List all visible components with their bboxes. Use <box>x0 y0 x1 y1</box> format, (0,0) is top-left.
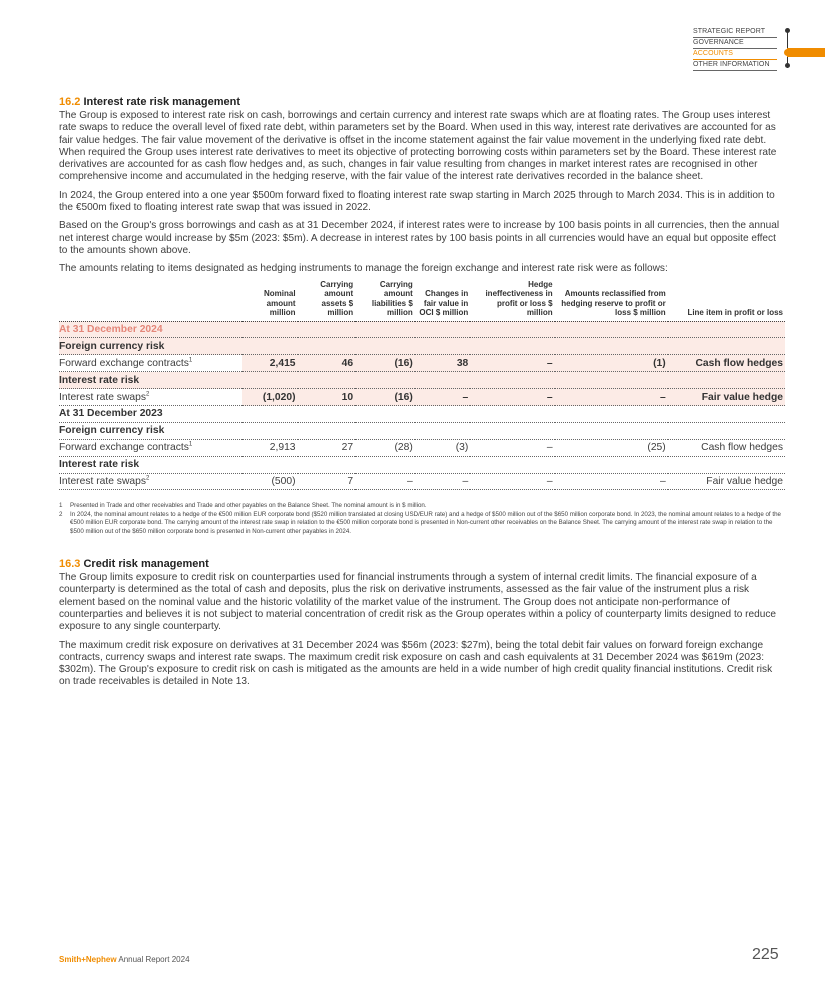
risk-category: Interest rate risk <box>59 456 242 473</box>
cell-oci: 38 <box>415 355 471 372</box>
paragraph: The amounts relating to items designated as hedging instruments to manage the foreign exchange and interest rate risk were as follows: <box>59 263 668 275</box>
section-heading-16-2 <box>59 96 785 108</box>
cell-nominal: (1,020) <box>242 389 298 406</box>
cell-hedge: – <box>470 473 554 490</box>
cell-hedge: – <box>470 389 554 406</box>
nav-active-tab <box>787 48 825 57</box>
section-heading-16-3 <box>59 558 785 570</box>
header-carrying-liabilities: Carrying amount liabilities $ million <box>355 280 415 322</box>
cell-liabilities: – <box>355 473 415 490</box>
footnotes <box>59 502 785 536</box>
footer <box>59 955 190 964</box>
header-nominal: Nominal amount million <box>242 280 298 322</box>
table-row <box>59 456 785 473</box>
footnote <box>59 502 785 510</box>
cell-oci: – <box>415 389 471 406</box>
cell-nominal: 2,415 <box>242 355 298 372</box>
nav-strategic-report[interactable]: STRATEGIC REPORT <box>693 27 777 38</box>
nav-dot-top <box>785 28 790 33</box>
row-label: Forward exchange contracts$^1$ <box>59 439 242 456</box>
row-label: Interest rate swaps$^2$ <box>59 389 242 406</box>
section-title: Interest rate risk management <box>83 96 240 108</box>
cell-line-item: Fair value hedge <box>668 473 785 490</box>
table-row <box>59 473 785 490</box>
row-label: Forward exchange contracts$^1$ <box>59 355 242 372</box>
table-row <box>59 406 785 423</box>
header-ineffectiveness: Hedge ineffectiveness in profit or loss $ million <box>470 280 554 322</box>
table-row <box>59 355 785 372</box>
cell-reclass: (25) <box>555 439 668 456</box>
risk-category: Foreign currency risk <box>59 422 242 439</box>
year-label: At 31 December 2024 <box>59 321 242 338</box>
paragraph: The Group limits exposure to credit risk on counterparties used for financial instruments through a system of internal credit limits. The financial exposure of a counterparty is determined as the total of cash and deposits, plus the risk on derivative instruments, assessed as the fair value of the instrument plus a risk element based on the nominal value and the historic volatility of the market value of the instrument. The Group does not anticipate non-performance of counterparties and believes it is not subject to material concentration of credit risk as the Group operates within a policy of counterparty limits designed to reduce exposure to any single counterparty. <box>59 572 777 633</box>
paragraph: In 2024, the Group entered into a one year $500m forward fixed to floating interest rate swap starting in March 2025 through to March 2034. This is in addition to the €500m fixed to floating interest rate swap that was issued in 2022. <box>59 189 775 214</box>
section-number: 16.3 <box>59 558 81 571</box>
page-number: 225 <box>752 946 779 963</box>
table-header-row <box>59 280 785 322</box>
risk-category: Foreign currency risk <box>59 338 242 355</box>
paragraph: The Group is exposed to interest rate risk on cash, borrowings and certain currency and interest rate swaps which are at floating rates. The Group uses interest rate swaps to reduce the overall level of fixed rate debt, within parameters set by the Board. When used in this way, interest rate derivatives are accounted for as fair value hedges. The fair value movement of the derivative is offset in the income statement against the fair value movement in the underlying fixed rate debt. When required the Group uses interest rate derivatives to meet its objective of protecting borrowing costs within parameters set by the Board. These interest rate derivatives are accounted for as cash flow hedges and, as such, changes in fair value resulting from changes in market interest rates are recognised in other comprehensive income and accumulated in the hedging reserve, with the fair value of the interest rate derivatives recorded in the balance sheet. <box>59 110 777 183</box>
header-oci: Changes in fair value in OCI $ million <box>415 280 471 322</box>
cell-liabilities: (28) <box>355 439 415 456</box>
cell-assets: 46 <box>298 355 356 372</box>
hedging-instruments-table <box>59 280 785 491</box>
table-row <box>59 321 785 338</box>
year-label: At 31 December 2023 <box>59 406 242 423</box>
cell-hedge: – <box>470 355 554 372</box>
cell-assets: 27 <box>298 439 356 456</box>
header-blank <box>59 280 242 322</box>
cell-liabilities: (16) <box>355 355 415 372</box>
cell-hedge: – <box>470 439 554 456</box>
cell-reclass: – <box>555 473 668 490</box>
cell-nominal: 2,913 <box>242 439 298 456</box>
nav-active-dot <box>784 49 791 56</box>
nav-other-information[interactable]: OTHER INFORMATION <box>693 60 777 71</box>
footnote-text: In 2024, the nominal amount relates to a hedge of the €500 million EUR corporate bond ($520 million translated at closing USD/EUR rate) and a hedge of $500 million out of the $650 million corporate bond. In 2023, the nominal amount relates to a hedge of the €500 million EUR corporate bond. The carrying amount of the interest rate swap in relation to the €500 million corporate bond is presented in Non-current other receivables on the Balance Sheet. The carrying amount of the interest rate swap in relation to the $500 million out of the $650 million corporate bond is presented in Non-current other payables in 2024. <box>70 510 781 535</box>
section-title: Credit risk management <box>83 558 209 571</box>
cell-oci: (3) <box>415 439 471 456</box>
cell-assets: 10 <box>298 389 356 406</box>
cell-line-item: Cash flow hedges <box>668 355 785 372</box>
cell-nominal: (500) <box>242 473 298 490</box>
nav-accounts[interactable]: ACCOUNTS <box>693 49 777 60</box>
table-row <box>59 372 785 389</box>
paragraph: Based on the Group's gross borrowings and cash as at 31 December 2024, if interest rates were to increase by 100 basis points in all currencies, then the annual net interest charge would increase by $5m (2023: $5m). A decrease in interest rates by 100 basis points in all currencies would have an equal but opposite effect to the amounts shown above. <box>59 220 780 256</box>
brand-name: Smith+Nephew <box>59 955 117 964</box>
table-row <box>59 389 785 406</box>
cell-line-item: Cash flow hedges <box>668 439 785 456</box>
cell-assets: 7 <box>298 473 356 490</box>
cell-reclass: (1) <box>555 355 668 372</box>
table-row <box>59 338 785 355</box>
footnote <box>59 511 785 536</box>
report-name: Annual Report 2024 <box>118 955 190 964</box>
section-number: 16.2 <box>59 96 81 108</box>
cell-reclass: – <box>555 389 668 406</box>
section-navigation <box>693 27 825 71</box>
table-row <box>59 439 785 456</box>
cell-oci: – <box>415 473 471 490</box>
footnote-text: Presented in Trade and other receivables and Trade and other payables on the Balance Sheet. The nominal amount is in $ million. <box>70 502 427 510</box>
header-carrying-assets: Carrying amount assets $ million <box>298 280 356 322</box>
paragraph: The maximum credit risk exposure on derivatives at 31 December 2024 was $56m (2023: $27m), being the total debit fair values on forward foreign exchange contracts, currency swaps and interest rate swaps. The maximum credit risk exposure on cash and cash equivalents at 31 December 2024 was $619m (2023: $302m). The Group's exposure to credit risk on cash is mitigated as the amounts are held in a wide number of high credit quality financial institutions. Credit risk on trade receivables is detailed in Note 13. <box>59 639 773 688</box>
table-row <box>59 422 785 439</box>
nav-dot-bottom <box>785 63 790 68</box>
header-line-item: Line item in profit or loss <box>668 280 785 322</box>
cell-liabilities: (16) <box>355 389 415 406</box>
row-label: Interest rate swaps$^2$ <box>59 473 242 490</box>
footnote-number: 2 <box>59 510 63 518</box>
page-content <box>59 96 785 695</box>
header-reclassified: Amounts reclassified from hedging reserve to profit or loss $ million <box>555 280 668 322</box>
footnote-number: 1 <box>59 502 63 510</box>
nav-governance[interactable]: GOVERNANCE <box>693 38 777 49</box>
cell-line-item: Fair value hedge <box>668 389 785 406</box>
risk-category: Interest rate risk <box>59 372 242 389</box>
